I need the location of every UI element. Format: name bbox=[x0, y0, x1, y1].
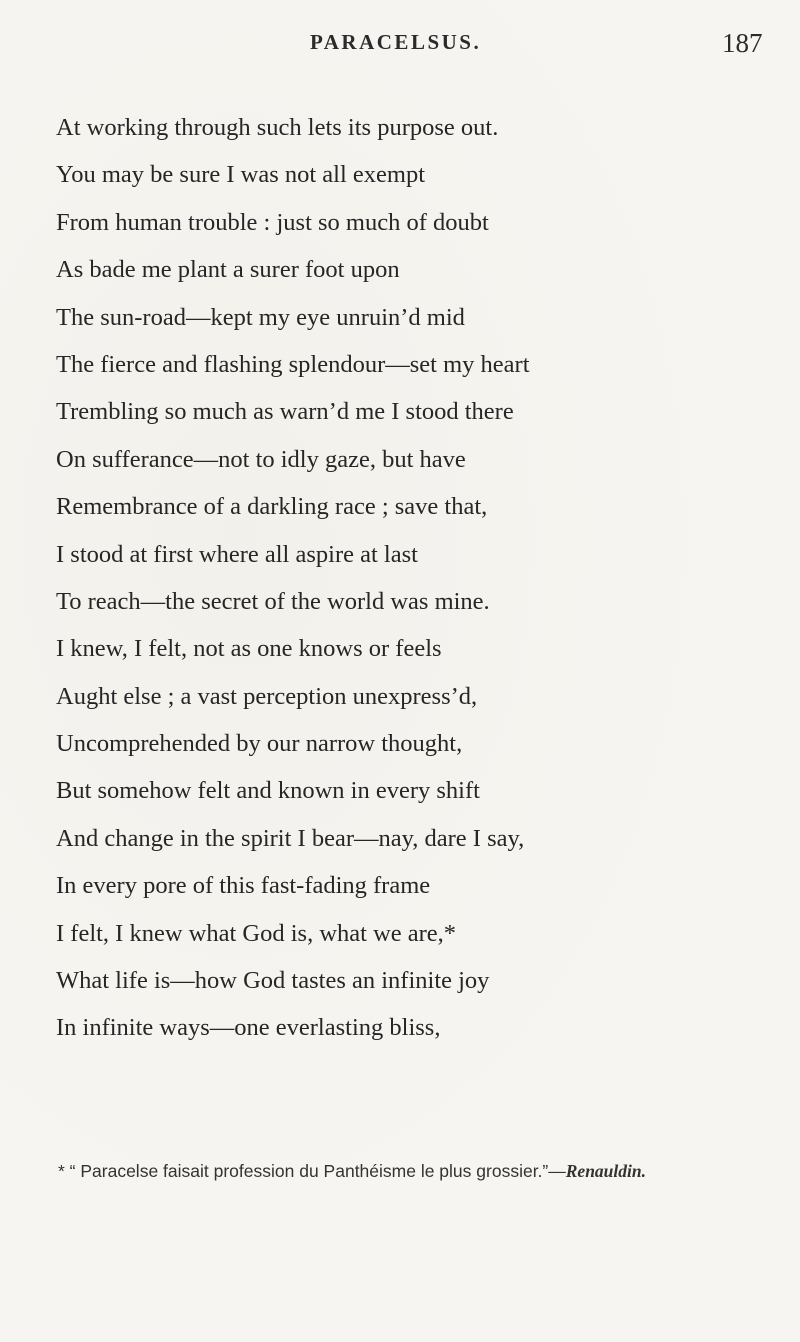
page-header bbox=[0, 28, 800, 68]
poem-line: At working through such lets its purpose out. bbox=[56, 114, 499, 141]
footnote-author: Renauldin. bbox=[565, 1161, 646, 1181]
poem-line: I stood at first where all aspire at last bbox=[56, 540, 418, 568]
poem-line: To reach—the secret of the world was mine. bbox=[56, 587, 490, 615]
poem-line: And change in the spirit I bear—nay, dare I say, bbox=[56, 824, 525, 852]
poem-line: As bade me plant a surer foot upon bbox=[56, 256, 400, 284]
poem-line: In every pore of this fast-fading frame bbox=[56, 872, 431, 900]
poem-line: Trembling so much as warn’d me I stood there bbox=[56, 398, 514, 426]
poem-line: But somehow felt and known in every shift bbox=[56, 777, 480, 805]
poem-line: What life is—how God tastes an infinite joy bbox=[56, 967, 490, 995]
footnote bbox=[58, 1161, 798, 1182]
poem-line: In infinite ways—one everlasting bliss, bbox=[56, 1014, 441, 1042]
poem-line: The sun-road—kept my eye unruin’d mid bbox=[56, 303, 465, 331]
poem-line: The fierce and flashing splendour—set my heart bbox=[56, 350, 530, 378]
poem-line: You may be sure I was not all exempt bbox=[56, 161, 426, 189]
poem-text bbox=[56, 104, 796, 1052]
poem-line: From human trouble : just so much of doubt bbox=[56, 208, 489, 236]
poem-line: Uncomprehended by our narrow thought, bbox=[56, 730, 463, 758]
poem-line: Aught else ; a vast perception unexpress’d, bbox=[56, 682, 478, 710]
footnote-text: * “ Paracelse faisait profession du Panthéisme le plus grossier.”— bbox=[58, 1161, 566, 1181]
poem-line: I knew, I felt, not as one knows or feels bbox=[56, 635, 442, 663]
page-number: 187 bbox=[722, 28, 763, 58]
poem-line: On sufferance—not to idly gaze, but have bbox=[56, 445, 466, 473]
poem-line: I felt, I knew what God is, what we are,* bbox=[56, 919, 457, 947]
running-head: PARACELSUS. bbox=[310, 30, 482, 54]
poem-line: Remembrance of a darkling race ; save that, bbox=[56, 493, 488, 521]
